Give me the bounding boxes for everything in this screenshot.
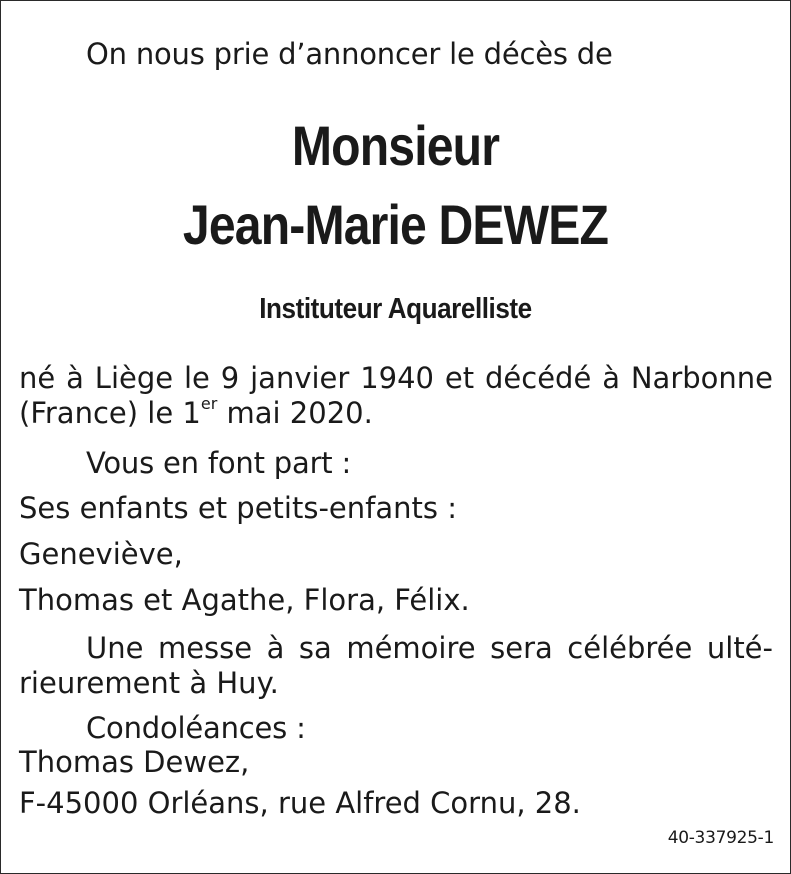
reference-number: 40-337925-1 [667,828,774,848]
announcers-intro: Vous en font part : [86,446,352,480]
family-member-2: Thomas et Agathe, Flora, Félix. [19,583,470,617]
family-member-1: Geneviève, [19,537,183,571]
family-heading: Ses enfants et petits-enfants : [19,491,457,525]
honorific-heading: Monsieur [291,114,500,177]
condolences-name: Thomas Dewez, [19,745,250,779]
condolences-heading: Condoléances : [86,711,306,745]
birth-death-line-2-prefix: (France) le 1 [19,396,201,430]
mass-line-2: rieurement à Huy. [19,666,279,700]
mass-line-1: Une messe à sa mémoire sera célébrée ulté- [86,631,773,665]
birth-death-line-1: né à Liège le 9 janvier 1940 et décédé à Narbonne [19,361,773,395]
profession: Instituteur Aquarelliste [259,293,532,325]
intro-text: On nous prie d’annoncer le décès de [86,37,613,71]
deceased-name: Jean-Marie DEWEZ [182,193,609,256]
birth-death-line-2 [19,396,373,430]
condolences-address: F-45000 Orléans, rue Alfred Cornu, 28. [19,786,581,820]
birth-death-line-2-suffix: mai 2020. [217,396,373,430]
ordinal-superscript: er [200,394,218,414]
